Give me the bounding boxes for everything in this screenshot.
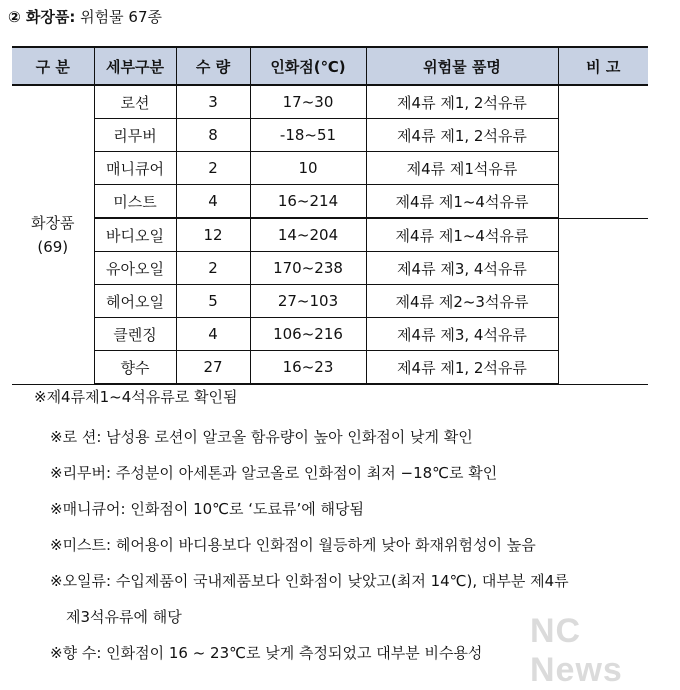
quantity-cell: 2 (176, 152, 250, 185)
quantity-cell: 8 (176, 119, 250, 152)
header-flash-point: 인화점(℃) (250, 47, 366, 85)
flash-point-cell: -18~51 (250, 119, 366, 152)
hazard-name-cell: 제4류 제1석유류 (366, 152, 558, 185)
hazard-name-cell: 제4류 제3, 4석유류 (366, 252, 558, 285)
heading-prefix: ② 화장품: (8, 8, 76, 26)
flash-point-cell: 10 (250, 152, 366, 185)
hazard-name-cell: 제4류 제1, 2석유류 (366, 351, 558, 385)
subcategory-cell: 유아오일 (94, 252, 176, 285)
hazard-name-cell: 제4류 제1, 2석유류 (366, 85, 558, 119)
remarks-cell (558, 85, 648, 218)
flash-point-cell: 27~103 (250, 285, 366, 318)
note-oil-continued: 제3석유류에 해당 (66, 608, 182, 626)
hazard-name-cell: 제4류 제1, 2석유류 (366, 119, 558, 152)
quantity-cell: 12 (176, 218, 250, 252)
category-label: 화장품 (31, 213, 75, 232)
subcategory-cell: 매니큐어 (94, 152, 176, 185)
subcategory-cell: 미스트 (94, 185, 176, 219)
subcategory-cell: 리무버 (94, 119, 176, 152)
subcategory-cell: 로션 (94, 85, 176, 119)
note-mist: ※미스트: 헤어용이 바디용보다 인화점이 월등하게 낮아 화재위험성이 높음 (50, 536, 536, 554)
header-quantity: 수 량 (176, 47, 250, 85)
news-watermark: NC News (530, 612, 623, 689)
note-remover: ※리무버: 주성분이 아세톤과 알코올로 인화점이 최저 −18℃로 확인 (50, 464, 498, 482)
hazard-name-cell: 제4류 제2~3석유류 (366, 285, 558, 318)
table-row (12, 185, 648, 219)
subcategory-cell: 클렌징 (94, 318, 176, 351)
header-hazard-name: 위험물 품명 (366, 47, 558, 85)
category-cell (12, 85, 94, 384)
table-row (12, 252, 648, 285)
quantity-cell: 4 (176, 318, 250, 351)
flash-point-cell: 170~238 (250, 252, 366, 285)
flash-point-cell: 16~214 (250, 185, 366, 219)
quantity-cell: 4 (176, 185, 250, 219)
hazard-name-cell: 제4류 제1~4석유류 (366, 218, 558, 252)
hazard-table (12, 46, 648, 385)
table-row (12, 318, 648, 351)
flash-point-cell: 106~216 (250, 318, 366, 351)
section-heading (8, 6, 162, 27)
note-summary: ※제4류제1~4석유류로 확인됨 (34, 388, 238, 406)
remarks-cell (558, 218, 648, 384)
note-manicure: ※매니큐어: 인화점이 10℃로 ‘도료류’에 해당됨 (50, 500, 365, 518)
table-header-row (12, 47, 648, 85)
note-lotion: ※로 션: 남성용 로션이 알코올 함유량이 높아 인화점이 낮게 확인 (50, 428, 473, 446)
quantity-cell: 27 (176, 351, 250, 385)
quantity-cell: 2 (176, 252, 250, 285)
table-row (12, 351, 648, 385)
table-row (12, 152, 648, 185)
category-count: (69) (37, 237, 69, 256)
table-row (12, 119, 648, 152)
note-oil: ※오일류: 수입제품이 국내제품보다 인화점이 낮았고(최저 14℃), 대부분 제4류 (50, 572, 569, 590)
subcategory-cell: 바디오일 (94, 218, 176, 252)
heading-text: 위험물 67종 (75, 8, 162, 26)
note-perfume: ※향 수: 인화점이 16 ~ 23℃로 낮게 측정되었고 대부분 비수용성 (50, 644, 483, 662)
table-row (12, 285, 648, 318)
quantity-cell: 5 (176, 285, 250, 318)
subcategory-cell: 헤어오일 (94, 285, 176, 318)
flash-point-cell: 16~23 (250, 351, 366, 385)
subcategory-cell: 향수 (94, 351, 176, 385)
quantity-cell: 3 (176, 85, 250, 119)
flash-point-cell: 14~204 (250, 218, 366, 252)
flash-point-cell: 17~30 (250, 85, 366, 119)
header-category: 구 분 (12, 47, 94, 85)
table-row (12, 85, 648, 119)
table-row (12, 218, 648, 252)
header-remarks: 비 고 (558, 47, 648, 85)
hazard-name-cell: 제4류 제1~4석유류 (366, 185, 558, 219)
header-subcategory: 세부구분 (94, 47, 176, 85)
hazard-name-cell: 제4류 제3, 4석유류 (366, 318, 558, 351)
